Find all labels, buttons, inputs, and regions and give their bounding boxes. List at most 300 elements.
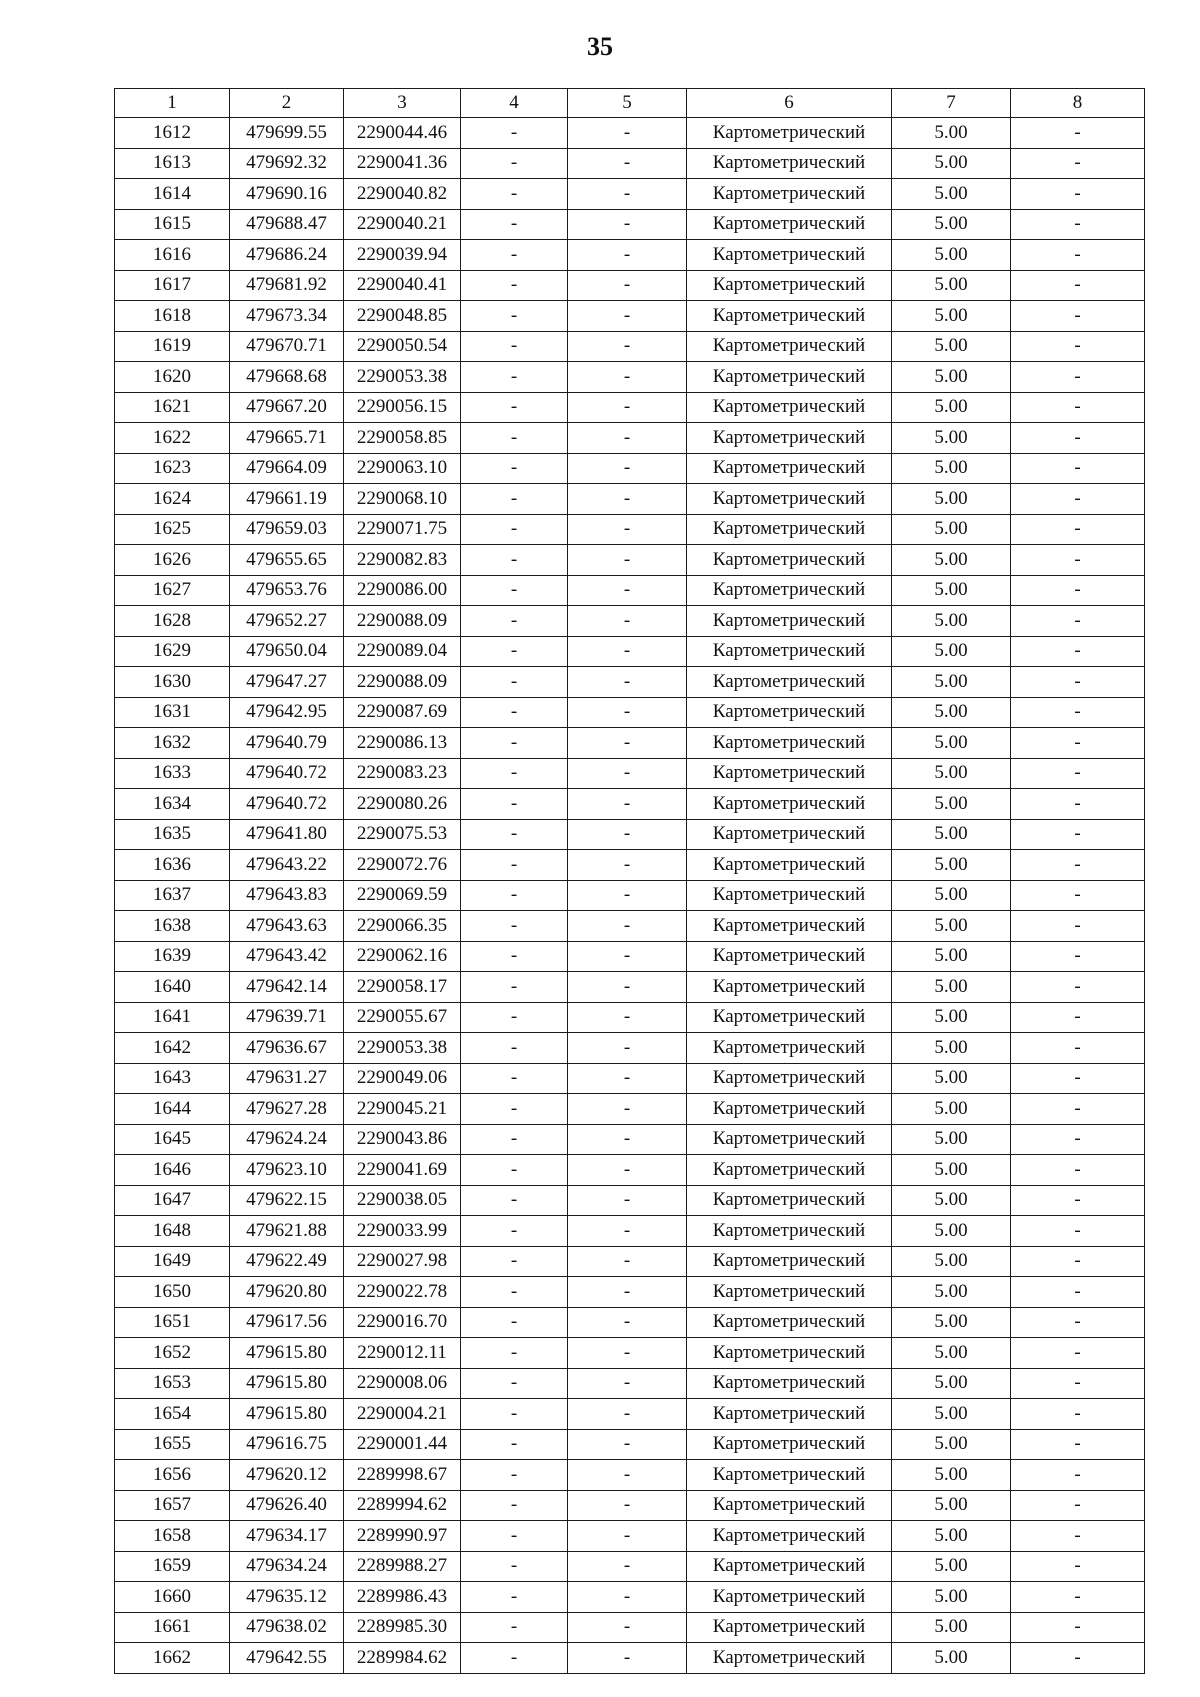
cell-x-coordinate: 479690.16 (230, 179, 344, 210)
cell-col-5: - (568, 1551, 687, 1582)
cell-x-coordinate: 479655.65 (230, 545, 344, 576)
cell-method: Картометрический (687, 1399, 892, 1430)
cell-col-5: - (568, 1490, 687, 1521)
cell-col-5: - (568, 1216, 687, 1247)
cell-method: Картометрический (687, 697, 892, 728)
table-row (115, 270, 1145, 301)
cell-method: Картометрический (687, 270, 892, 301)
cell-col-8: - (1011, 1246, 1145, 1277)
cell-col-4: - (461, 1307, 568, 1338)
cell-accuracy: 5.00 (892, 179, 1011, 210)
cell-y-coordinate: 2290068.10 (344, 484, 461, 515)
cell-col-4: - (461, 301, 568, 332)
cell-col-8: - (1011, 575, 1145, 606)
cell-col-8: - (1011, 1094, 1145, 1125)
cell-point-number: 1630 (115, 667, 230, 698)
table-row (115, 850, 1145, 881)
cell-method: Картометрический (687, 331, 892, 362)
cell-col-4: - (461, 575, 568, 606)
cell-x-coordinate: 479622.49 (230, 1246, 344, 1277)
cell-col-5: - (568, 1582, 687, 1613)
cell-col-8: - (1011, 1429, 1145, 1460)
cell-y-coordinate: 2290044.46 (344, 118, 461, 149)
cell-col-8: - (1011, 1185, 1145, 1216)
cell-y-coordinate: 2290063.10 (344, 453, 461, 484)
cell-point-number: 1645 (115, 1124, 230, 1155)
cell-col-5: - (568, 911, 687, 942)
cell-point-number: 1632 (115, 728, 230, 759)
cell-method: Картометрический (687, 545, 892, 576)
cell-method: Картометрический (687, 118, 892, 149)
cell-method: Картометрический (687, 1094, 892, 1125)
cell-col-4: - (461, 1124, 568, 1155)
column-header-2: 2 (230, 89, 344, 118)
cell-col-4: - (461, 636, 568, 667)
cell-col-4: - (461, 1246, 568, 1277)
cell-col-8: - (1011, 850, 1145, 881)
cell-point-number: 1612 (115, 118, 230, 149)
cell-point-number: 1658 (115, 1521, 230, 1552)
cell-col-8: - (1011, 1338, 1145, 1369)
column-header-6: 6 (687, 89, 892, 118)
cell-accuracy: 5.00 (892, 423, 1011, 454)
cell-x-coordinate: 479699.55 (230, 118, 344, 149)
cell-col-4: - (461, 179, 568, 210)
table-row (115, 1185, 1145, 1216)
cell-accuracy: 5.00 (892, 148, 1011, 179)
cell-method: Картометрический (687, 972, 892, 1003)
cell-col-4: - (461, 697, 568, 728)
cell-col-8: - (1011, 728, 1145, 759)
cell-col-4: - (461, 941, 568, 972)
cell-col-4: - (461, 423, 568, 454)
cell-x-coordinate: 479647.27 (230, 667, 344, 698)
cell-y-coordinate: 2290083.23 (344, 758, 461, 789)
cell-col-8: - (1011, 148, 1145, 179)
cell-x-coordinate: 479665.71 (230, 423, 344, 454)
cell-col-8: - (1011, 972, 1145, 1003)
cell-col-8: - (1011, 1155, 1145, 1186)
cell-method: Картометрический (687, 1155, 892, 1186)
cell-x-coordinate: 479664.09 (230, 453, 344, 484)
cell-accuracy: 5.00 (892, 972, 1011, 1003)
cell-point-number: 1613 (115, 148, 230, 179)
cell-method: Картометрический (687, 1612, 892, 1643)
cell-method: Картометрический (687, 606, 892, 637)
table-row (115, 1490, 1145, 1521)
cell-col-5: - (568, 880, 687, 911)
cell-col-4: - (461, 362, 568, 393)
cell-col-5: - (568, 209, 687, 240)
cell-method: Картометрический (687, 1277, 892, 1308)
cell-x-coordinate: 479615.80 (230, 1368, 344, 1399)
cell-col-5: - (568, 514, 687, 545)
cell-x-coordinate: 479641.80 (230, 819, 344, 850)
cell-accuracy: 5.00 (892, 1002, 1011, 1033)
table-row (115, 1246, 1145, 1277)
cell-col-5: - (568, 453, 687, 484)
cell-y-coordinate: 2290027.98 (344, 1246, 461, 1277)
cell-col-5: - (568, 423, 687, 454)
cell-col-5: - (568, 1124, 687, 1155)
cell-col-5: - (568, 758, 687, 789)
cell-col-8: - (1011, 758, 1145, 789)
cell-col-4: - (461, 1155, 568, 1186)
table-row (115, 240, 1145, 271)
cell-x-coordinate: 479642.14 (230, 972, 344, 1003)
cell-col-8: - (1011, 453, 1145, 484)
cell-col-8: - (1011, 331, 1145, 362)
cell-col-8: - (1011, 209, 1145, 240)
cell-accuracy: 5.00 (892, 1094, 1011, 1125)
cell-accuracy: 5.00 (892, 697, 1011, 728)
cell-col-4: - (461, 972, 568, 1003)
column-header-5: 5 (568, 89, 687, 118)
cell-point-number: 1634 (115, 789, 230, 820)
cell-col-4: - (461, 331, 568, 362)
cell-y-coordinate: 2290040.21 (344, 209, 461, 240)
cell-accuracy: 5.00 (892, 1490, 1011, 1521)
cell-col-8: - (1011, 1063, 1145, 1094)
cell-x-coordinate: 479640.72 (230, 789, 344, 820)
cell-y-coordinate: 2290088.09 (344, 606, 461, 637)
cell-col-4: - (461, 209, 568, 240)
table-row (115, 331, 1145, 362)
cell-method: Картометрический (687, 484, 892, 515)
cell-point-number: 1648 (115, 1216, 230, 1247)
cell-x-coordinate: 479642.55 (230, 1643, 344, 1674)
cell-point-number: 1641 (115, 1002, 230, 1033)
cell-x-coordinate: 479681.92 (230, 270, 344, 301)
cell-col-8: - (1011, 240, 1145, 271)
cell-col-5: - (568, 941, 687, 972)
cell-y-coordinate: 2290086.00 (344, 575, 461, 606)
cell-col-5: - (568, 118, 687, 149)
column-header-8: 8 (1011, 89, 1145, 118)
cell-x-coordinate: 479636.67 (230, 1033, 344, 1064)
table-row (115, 911, 1145, 942)
cell-x-coordinate: 479620.80 (230, 1277, 344, 1308)
cell-y-coordinate: 2290055.67 (344, 1002, 461, 1033)
cell-accuracy: 5.00 (892, 118, 1011, 149)
cell-y-coordinate: 2290022.78 (344, 1277, 461, 1308)
table-row (115, 1307, 1145, 1338)
cell-accuracy: 5.00 (892, 1551, 1011, 1582)
table-row (115, 697, 1145, 728)
cell-accuracy: 5.00 (892, 941, 1011, 972)
cell-accuracy: 5.00 (892, 240, 1011, 271)
cell-y-coordinate: 2290075.53 (344, 819, 461, 850)
cell-point-number: 1627 (115, 575, 230, 606)
cell-point-number: 1646 (115, 1155, 230, 1186)
table-row (115, 1612, 1145, 1643)
cell-col-5: - (568, 362, 687, 393)
cell-accuracy: 5.00 (892, 636, 1011, 667)
cell-method: Картометрический (687, 1521, 892, 1552)
cell-col-8: - (1011, 1612, 1145, 1643)
cell-y-coordinate: 2290058.17 (344, 972, 461, 1003)
cell-x-coordinate: 479622.15 (230, 1185, 344, 1216)
cell-x-coordinate: 479615.80 (230, 1399, 344, 1430)
cell-x-coordinate: 479617.56 (230, 1307, 344, 1338)
cell-method: Картометрический (687, 728, 892, 759)
table-row (115, 758, 1145, 789)
cell-method: Картометрический (687, 1307, 892, 1338)
cell-point-number: 1626 (115, 545, 230, 576)
cell-y-coordinate: 2290089.04 (344, 636, 461, 667)
cell-point-number: 1636 (115, 850, 230, 881)
cell-col-8: - (1011, 270, 1145, 301)
cell-point-number: 1633 (115, 758, 230, 789)
cell-method: Картометрический (687, 1002, 892, 1033)
cell-point-number: 1640 (115, 972, 230, 1003)
cell-col-8: - (1011, 1582, 1145, 1613)
column-header-3: 3 (344, 89, 461, 118)
cell-col-5: - (568, 1399, 687, 1430)
cell-col-5: - (568, 331, 687, 362)
cell-x-coordinate: 479643.83 (230, 880, 344, 911)
table-row (115, 392, 1145, 423)
cell-col-5: - (568, 1063, 687, 1094)
cell-col-4: - (461, 758, 568, 789)
cell-col-5: - (568, 1338, 687, 1369)
cell-col-8: - (1011, 484, 1145, 515)
cell-col-8: - (1011, 1551, 1145, 1582)
table-row (115, 453, 1145, 484)
cell-x-coordinate: 479652.27 (230, 606, 344, 637)
cell-y-coordinate: 2290040.41 (344, 270, 461, 301)
cell-method: Картометрический (687, 392, 892, 423)
cell-col-5: - (568, 1612, 687, 1643)
table-row (115, 972, 1145, 1003)
cell-accuracy: 5.00 (892, 1460, 1011, 1491)
cell-method: Картометрический (687, 758, 892, 789)
cell-accuracy: 5.00 (892, 270, 1011, 301)
cell-y-coordinate: 2290004.21 (344, 1399, 461, 1430)
cell-point-number: 1629 (115, 636, 230, 667)
cell-col-4: - (461, 514, 568, 545)
cell-col-4: - (461, 606, 568, 637)
cell-col-4: - (461, 850, 568, 881)
cell-accuracy: 5.00 (892, 1124, 1011, 1155)
table-row (115, 1033, 1145, 1064)
cell-point-number: 1651 (115, 1307, 230, 1338)
cell-point-number: 1650 (115, 1277, 230, 1308)
cell-y-coordinate: 2289986.43 (344, 1582, 461, 1613)
cell-point-number: 1652 (115, 1338, 230, 1369)
cell-col-8: - (1011, 179, 1145, 210)
cell-col-5: - (568, 270, 687, 301)
cell-x-coordinate: 479673.34 (230, 301, 344, 332)
table-row (115, 545, 1145, 576)
cell-y-coordinate: 2290086.13 (344, 728, 461, 759)
cell-y-coordinate: 2290062.16 (344, 941, 461, 972)
cell-col-8: - (1011, 1368, 1145, 1399)
cell-x-coordinate: 479638.02 (230, 1612, 344, 1643)
cell-col-4: - (461, 1460, 568, 1491)
cell-method: Картометрический (687, 1368, 892, 1399)
cell-x-coordinate: 479640.79 (230, 728, 344, 759)
cell-col-8: - (1011, 697, 1145, 728)
cell-col-4: - (461, 819, 568, 850)
table-body (115, 118, 1145, 1674)
cell-accuracy: 5.00 (892, 1185, 1011, 1216)
cell-point-number: 1653 (115, 1368, 230, 1399)
cell-col-5: - (568, 667, 687, 698)
cell-col-8: - (1011, 880, 1145, 911)
cell-col-5: - (568, 1368, 687, 1399)
cell-col-4: - (461, 1185, 568, 1216)
cell-method: Картометрический (687, 1490, 892, 1521)
cell-col-4: - (461, 240, 568, 271)
table-row (115, 484, 1145, 515)
cell-accuracy: 5.00 (892, 1582, 1011, 1613)
cell-accuracy: 5.00 (892, 514, 1011, 545)
table-row (115, 1460, 1145, 1491)
table-row (115, 667, 1145, 698)
cell-x-coordinate: 479624.24 (230, 1124, 344, 1155)
cell-col-5: - (568, 850, 687, 881)
table-row (115, 301, 1145, 332)
cell-accuracy: 5.00 (892, 301, 1011, 332)
cell-col-4: - (461, 1033, 568, 1064)
cell-point-number: 1621 (115, 392, 230, 423)
table-row (115, 1429, 1145, 1460)
cell-method: Картометрический (687, 636, 892, 667)
cell-y-coordinate: 2290041.36 (344, 148, 461, 179)
cell-accuracy: 5.00 (892, 362, 1011, 393)
cell-y-coordinate: 2290048.85 (344, 301, 461, 332)
cell-col-8: - (1011, 636, 1145, 667)
cell-accuracy: 5.00 (892, 1338, 1011, 1369)
cell-x-coordinate: 479659.03 (230, 514, 344, 545)
cell-accuracy: 5.00 (892, 209, 1011, 240)
cell-col-5: - (568, 575, 687, 606)
cell-method: Картометрический (687, 1429, 892, 1460)
cell-x-coordinate: 479642.95 (230, 697, 344, 728)
cell-accuracy: 5.00 (892, 575, 1011, 606)
table-row (115, 880, 1145, 911)
cell-point-number: 1639 (115, 941, 230, 972)
cell-col-4: - (461, 667, 568, 698)
cell-col-4: - (461, 1643, 568, 1674)
cell-col-4: - (461, 1368, 568, 1399)
cell-col-5: - (568, 1185, 687, 1216)
cell-method: Картометрический (687, 362, 892, 393)
cell-col-8: - (1011, 545, 1145, 576)
cell-accuracy: 5.00 (892, 1063, 1011, 1094)
table-row (115, 1094, 1145, 1125)
table-row (115, 728, 1145, 759)
cell-point-number: 1616 (115, 240, 230, 271)
cell-y-coordinate: 2290069.59 (344, 880, 461, 911)
cell-x-coordinate: 479639.71 (230, 1002, 344, 1033)
cell-col-4: - (461, 1094, 568, 1125)
cell-x-coordinate: 479616.75 (230, 1429, 344, 1460)
cell-x-coordinate: 479668.68 (230, 362, 344, 393)
cell-col-5: - (568, 1643, 687, 1674)
cell-x-coordinate: 479667.20 (230, 392, 344, 423)
cell-method: Картометрический (687, 819, 892, 850)
cell-x-coordinate: 479661.19 (230, 484, 344, 515)
table-row (115, 423, 1145, 454)
cell-accuracy: 5.00 (892, 1307, 1011, 1338)
cell-col-4: - (461, 1551, 568, 1582)
cell-col-8: - (1011, 1277, 1145, 1308)
cell-y-coordinate: 2290045.21 (344, 1094, 461, 1125)
cell-y-coordinate: 2290072.76 (344, 850, 461, 881)
cell-y-coordinate: 2289998.67 (344, 1460, 461, 1491)
cell-y-coordinate: 2290038.05 (344, 1185, 461, 1216)
cell-point-number: 1660 (115, 1582, 230, 1613)
column-header-1: 1 (115, 89, 230, 118)
cell-accuracy: 5.00 (892, 1612, 1011, 1643)
cell-col-4: - (461, 1216, 568, 1247)
table-row (115, 1338, 1145, 1369)
table-row (115, 819, 1145, 850)
cell-col-4: - (461, 1521, 568, 1552)
cell-point-number: 1617 (115, 270, 230, 301)
column-header-4: 4 (461, 89, 568, 118)
cell-col-5: - (568, 636, 687, 667)
cell-col-5: - (568, 1094, 687, 1125)
column-header-7: 7 (892, 89, 1011, 118)
cell-point-number: 1614 (115, 179, 230, 210)
cell-col-5: - (568, 728, 687, 759)
cell-y-coordinate: 2289994.62 (344, 1490, 461, 1521)
cell-x-coordinate: 479688.47 (230, 209, 344, 240)
cell-y-coordinate: 2290056.15 (344, 392, 461, 423)
cell-y-coordinate: 2290033.99 (344, 1216, 461, 1247)
cell-point-number: 1635 (115, 819, 230, 850)
cell-x-coordinate: 479686.24 (230, 240, 344, 271)
cell-x-coordinate: 479670.71 (230, 331, 344, 362)
cell-accuracy: 5.00 (892, 453, 1011, 484)
cell-col-5: - (568, 240, 687, 271)
cell-y-coordinate: 2290040.82 (344, 179, 461, 210)
cell-col-4: - (461, 1429, 568, 1460)
cell-point-number: 1662 (115, 1643, 230, 1674)
cell-method: Картометрический (687, 1582, 892, 1613)
cell-x-coordinate: 479643.42 (230, 941, 344, 972)
cell-method: Картометрический (687, 1033, 892, 1064)
table-row (115, 362, 1145, 393)
cell-y-coordinate: 2290016.70 (344, 1307, 461, 1338)
cell-point-number: 1631 (115, 697, 230, 728)
cell-accuracy: 5.00 (892, 850, 1011, 881)
cell-col-4: - (461, 1582, 568, 1613)
cell-accuracy: 5.00 (892, 1277, 1011, 1308)
cell-y-coordinate: 2290066.35 (344, 911, 461, 942)
cell-point-number: 1620 (115, 362, 230, 393)
table-row (115, 1582, 1145, 1613)
table-row (115, 1521, 1145, 1552)
cell-method: Картометрический (687, 789, 892, 820)
cell-method: Картометрический (687, 1246, 892, 1277)
cell-x-coordinate: 479650.04 (230, 636, 344, 667)
table-row (115, 179, 1145, 210)
cell-accuracy: 5.00 (892, 606, 1011, 637)
cell-point-number: 1638 (115, 911, 230, 942)
cell-col-4: - (461, 1002, 568, 1033)
cell-method: Картометрический (687, 1063, 892, 1094)
table-row (115, 148, 1145, 179)
cell-y-coordinate: 2290012.11 (344, 1338, 461, 1369)
cell-point-number: 1623 (115, 453, 230, 484)
cell-accuracy: 5.00 (892, 1246, 1011, 1277)
cell-point-number: 1637 (115, 880, 230, 911)
cell-x-coordinate: 479627.28 (230, 1094, 344, 1125)
